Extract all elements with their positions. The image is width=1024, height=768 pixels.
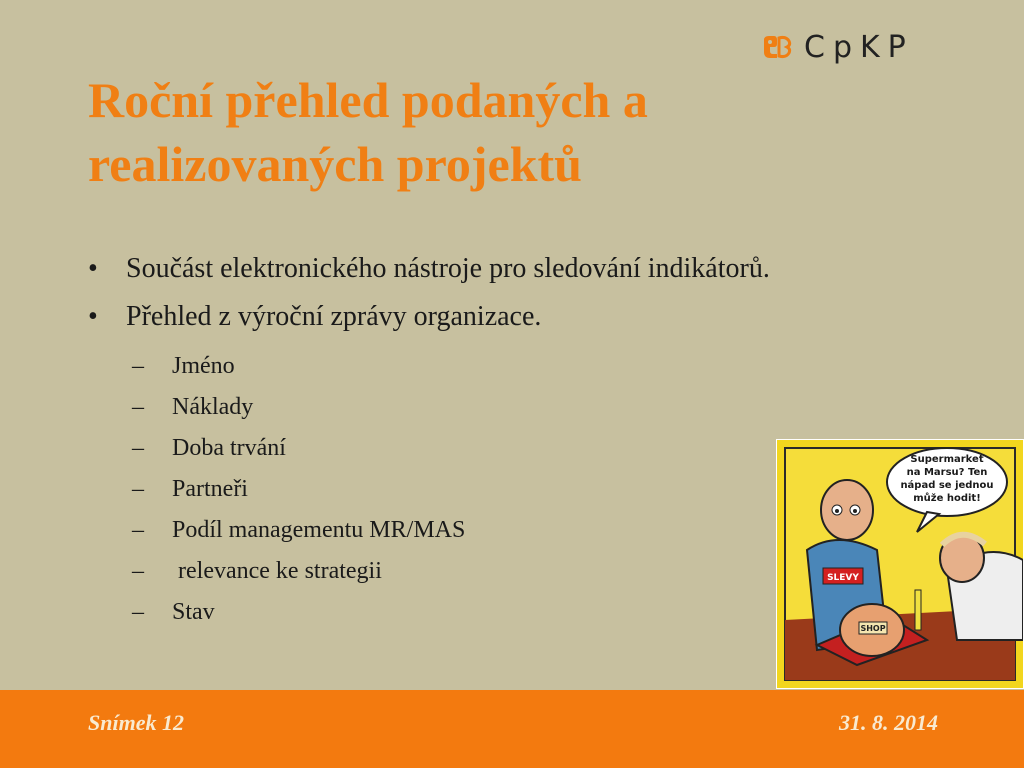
slevy-sign-text: SLEVY xyxy=(827,573,859,583)
bullet-icon: • xyxy=(88,301,98,332)
bullet-text: Přehled z výroční zprávy organizace. xyxy=(126,301,542,332)
speech-line: nápad se jednou xyxy=(900,480,994,491)
dash-icon: – xyxy=(132,476,144,502)
left-man-pupil xyxy=(853,509,857,513)
model-tower xyxy=(915,590,921,630)
dash-icon: – xyxy=(132,394,144,420)
left-man-pupil xyxy=(835,509,839,513)
bullet-text: Součást elektronického nástroje pro sledování indikátorů. xyxy=(126,253,770,284)
sub-item-text: Partneři xyxy=(172,476,248,502)
cpkp-logo xyxy=(760,29,914,65)
shop-sign-text: SHOP xyxy=(860,624,886,633)
sub-list-item xyxy=(88,592,788,633)
cartoon-drawing xyxy=(777,440,1023,688)
speech-line: na Marsu? Ten xyxy=(906,467,988,478)
sub-item-text: Doba trvání xyxy=(172,435,286,461)
sub-item-text: Jméno xyxy=(172,353,235,379)
bullet-icon: • xyxy=(88,253,98,284)
bullet-item xyxy=(88,250,788,288)
slide-content xyxy=(88,250,788,633)
slide-title: Roční přehled podaných a realizovaných projektů xyxy=(88,72,648,192)
slide-footer xyxy=(0,690,1024,768)
dash-icon: – xyxy=(132,435,144,461)
sub-list-item xyxy=(88,428,788,469)
cpkp-logo-icon xyxy=(760,34,794,60)
left-man-head xyxy=(821,480,873,540)
dash-icon: – xyxy=(132,517,144,543)
sub-item-text: Podíl managementu MR/MAS xyxy=(172,517,466,543)
sub-item-text: Stav xyxy=(172,599,215,625)
sub-item-text: Náklady xyxy=(172,394,254,420)
dash-icon: – xyxy=(132,353,144,379)
slide-number: Snímek 12 xyxy=(88,710,184,735)
speech-line: může hodit! xyxy=(913,493,981,504)
dash-icon: – xyxy=(132,558,144,584)
speech-line: Supermarket xyxy=(910,454,984,465)
sub-list-item xyxy=(88,551,788,592)
sub-list-item xyxy=(88,510,788,551)
sub-list-item xyxy=(88,346,788,387)
sub-item-text: relevance ke strategii xyxy=(172,558,382,584)
slide-date: 31. 8. 2014 xyxy=(839,710,938,735)
bullet-item xyxy=(88,298,788,336)
cartoon-illustration xyxy=(776,439,1024,689)
dash-icon: – xyxy=(132,599,144,625)
sub-list-item xyxy=(88,387,788,428)
sub-list xyxy=(88,346,788,633)
sub-list-item xyxy=(88,469,788,510)
cpkp-logo-text: CpKP xyxy=(804,29,914,65)
